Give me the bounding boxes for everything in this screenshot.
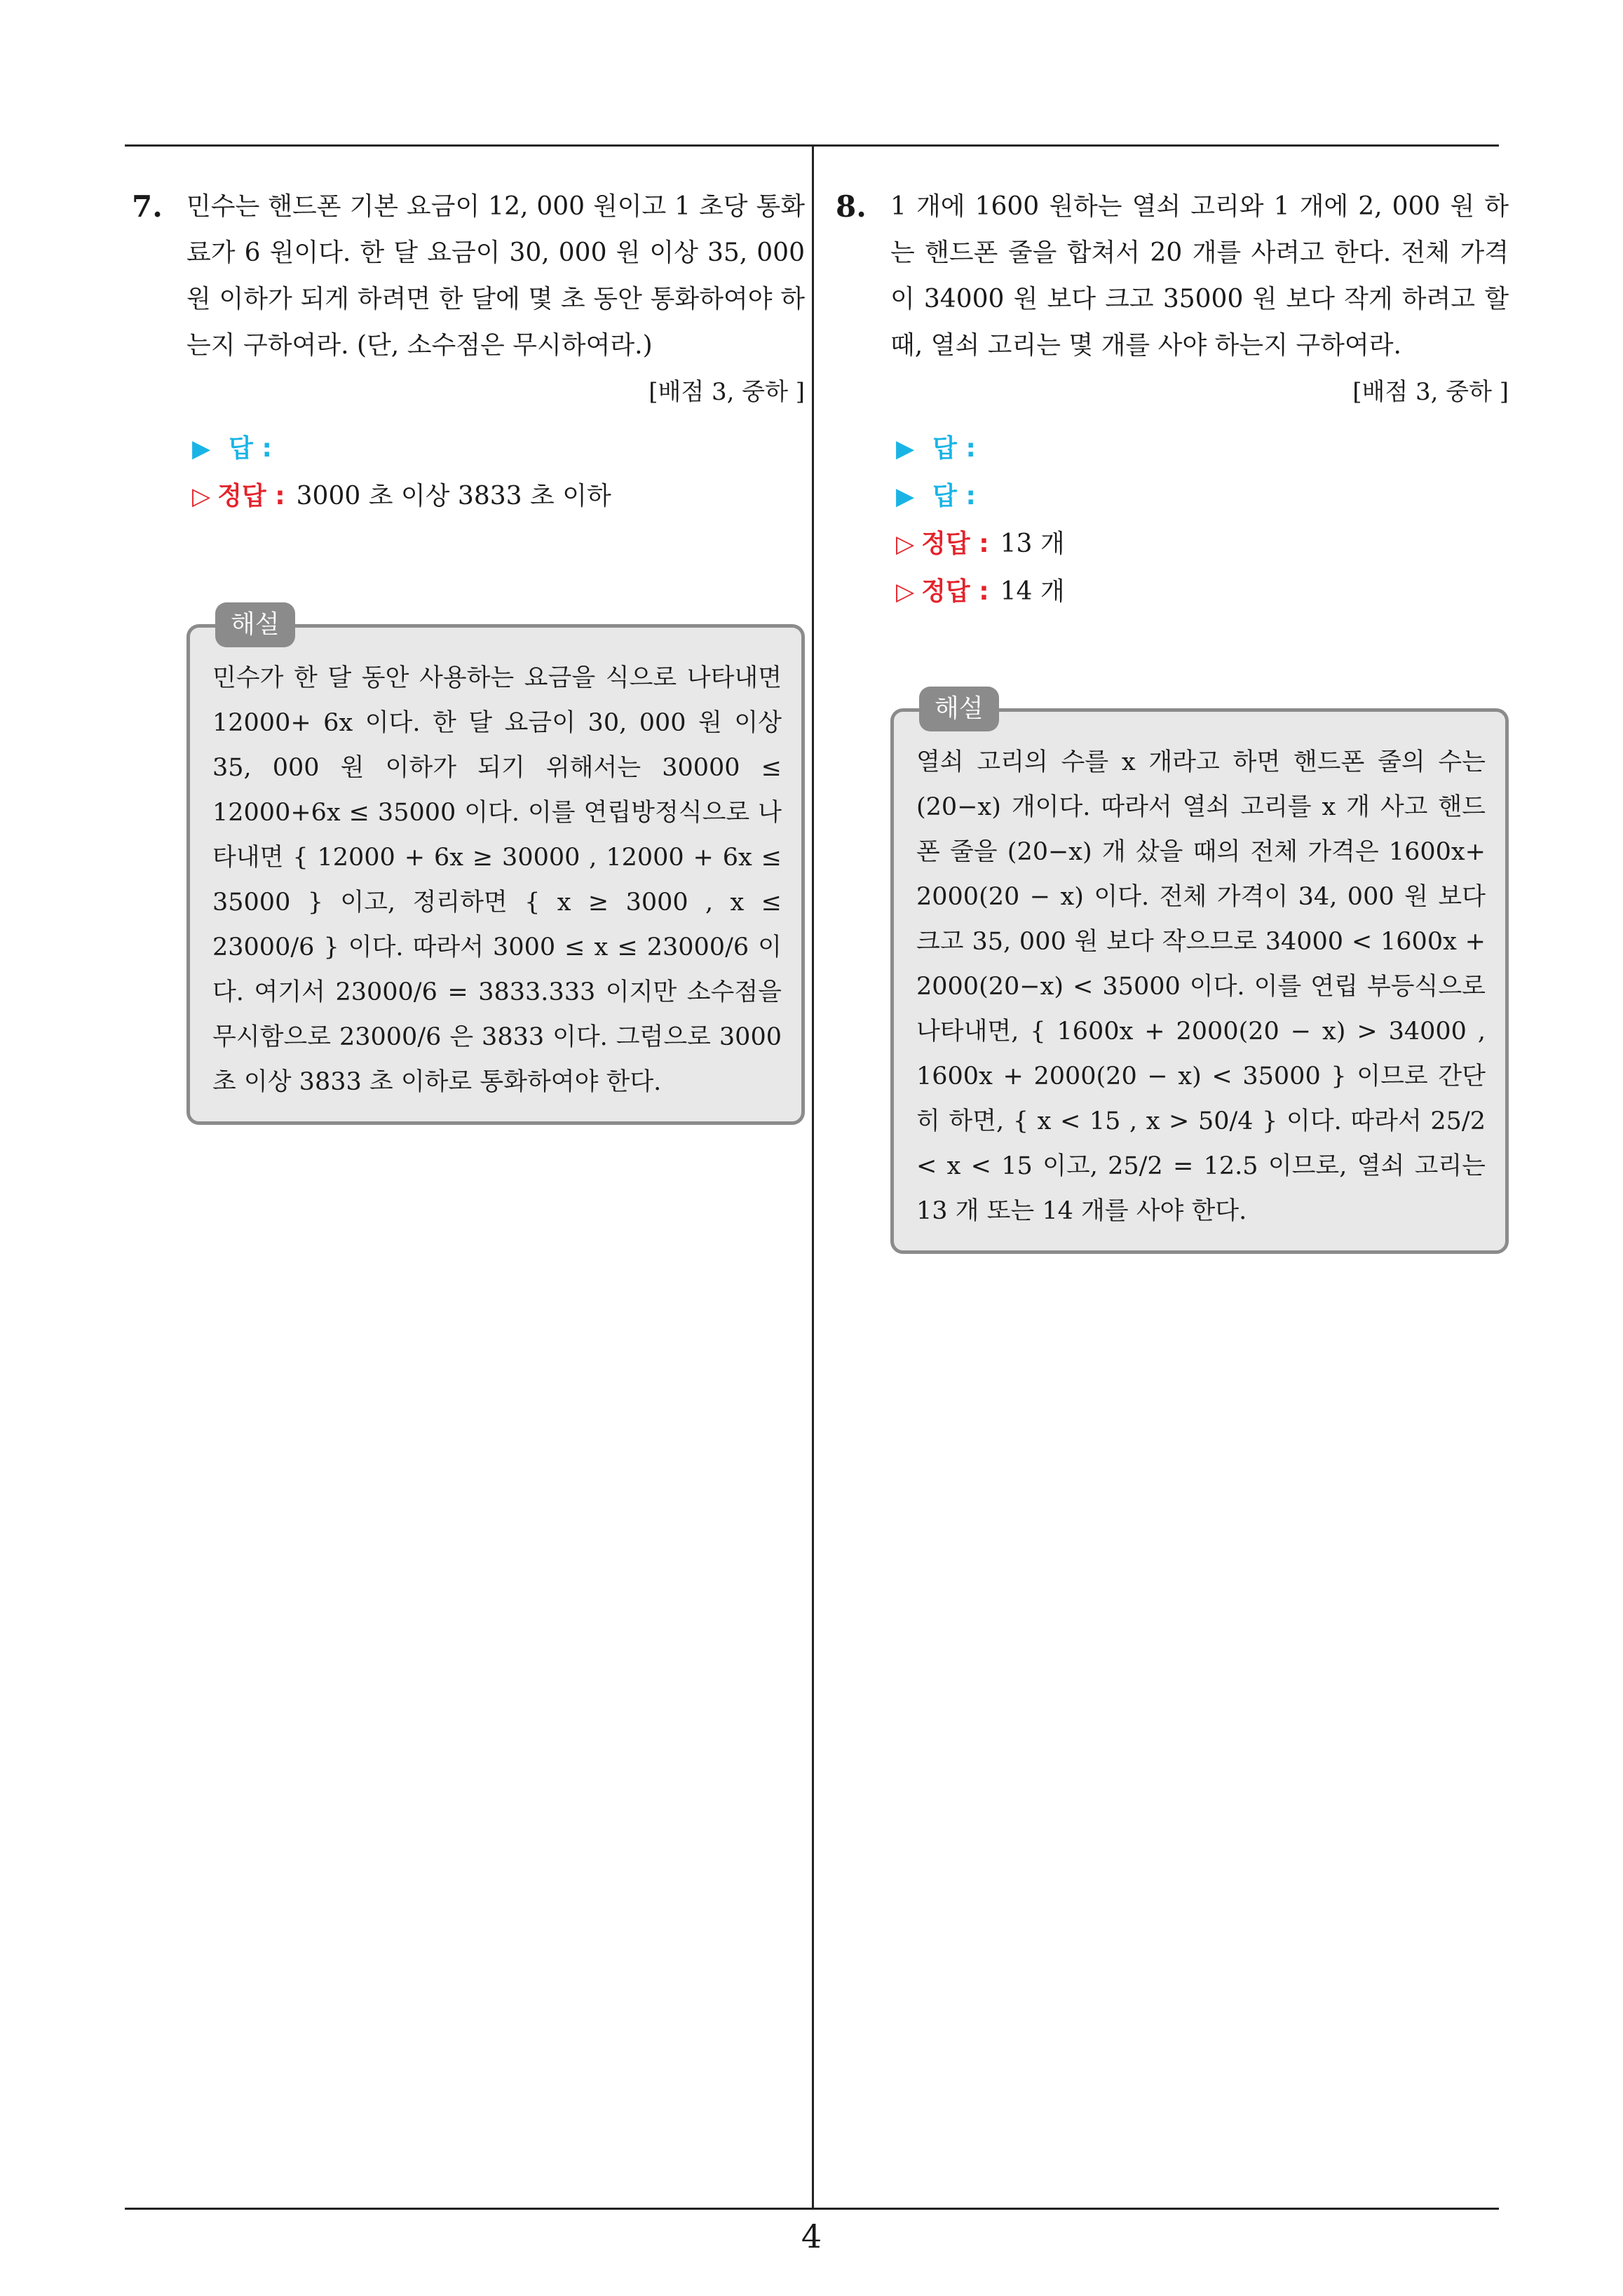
answer-row — [896, 425, 1509, 473]
correct-answer-row — [192, 473, 805, 520]
explanation-text: 민수가 한 달 동안 사용하는 요금을 식으로 나타내면 12000+ 6x 이다. 한 달 요금이 30, 000 원 이상 35, 000 원 이하가 되기 위해서는 30000 ≤ 12000+6x ≤ 35000 이다. 이를 연립방정식으로 나타내면 { 12000 + 6x ≥ 30000 , 12000 + 6x ≤ 35000 } 이고, 정리하면 { x ≥ 3000 , x ≤ 23000/6 } 이다. 따라서 3000 ≤ x ≤ 23000/6 이다. 여기서 23000/6 = 3833.333 이지만 소수점을 무시함으로 23000/6 은 3833 이다. 그럼으로 3000 초 이상 3833 초 이하로 통화하여야 한다. — [212, 664, 782, 1096]
problem-8 — [836, 184, 1509, 415]
problem-number: 7. — [132, 189, 163, 224]
answer-label: 답 : — [932, 482, 976, 511]
correct-answer-row — [896, 520, 1509, 568]
answer-block — [192, 425, 805, 520]
problem-meta: [배점 3, 중하 ] — [1352, 378, 1509, 406]
correct-answer-value: 3000 초 이상 3833 초 이하 — [296, 482, 611, 511]
open-triangle-icon: ▷ — [192, 482, 211, 511]
answer-row — [192, 425, 805, 473]
correct-answer-row — [896, 568, 1509, 616]
problem-7 — [132, 184, 805, 415]
open-triangle-icon: ▷ — [896, 578, 915, 606]
correct-answer-label: 정답 : — [921, 577, 989, 606]
answer-label: 답 : — [932, 434, 976, 463]
problem-number: 8. — [836, 189, 867, 224]
correct-answer-value: 13 개 — [1000, 529, 1065, 558]
correct-answer-value: 14 개 — [1000, 577, 1065, 606]
filled-triangle-icon: ▶ — [192, 435, 211, 463]
problem-meta: [배점 3, 중하 ] — [648, 378, 805, 406]
problem-text: 민수는 핸드폰 기본 요금이 12, 000 원이고 1 초당 통화료가 6 원이다. 한 달 요금이 30, 000 원 이상 35, 000 원 이하가 되게 하려면 한 달에 몇 초 동안 통화하여야 하는지 구하여라. (단, 소수점은 무시하여라.) — [186, 192, 805, 360]
filled-triangle-icon: ▶ — [896, 435, 915, 463]
explanation-text: 열쇠 고리의 수를 x 개라고 하면 핸드폰 줄의 수는 (20−x) 개이다. 따라서 열쇠 고리를 x 개 사고 핸드폰 줄을 (20−x) 개 샀을 때의 전체 가격은 1600x+ 2000(20 − x) 이다. 전체 가격이 34, 000 원 보다 크고 35, 000 원 보다 작으므로 34000 < 1600x + 2000(20−x) < 35000 이다. 이를 연립 부등식으로 나타내면, { 1600x + 2000(20 − x) > 34000 , 1600x + 2000(20 − x) < 35000 } 이므로 간단히 하면, { x < 15 , x > 50/4 } 이다. 따라서 25/2 < x < 15 이고, 25/2 = 12.5 이므로, 열쇠 고리는 13 개 또는 14 개를 사야 한다. — [916, 748, 1486, 1225]
explanation-tag: 해설 — [919, 687, 999, 731]
filled-triangle-icon: ▶ — [896, 482, 915, 511]
explanation-box — [890, 694, 1509, 1254]
problem-8-column — [836, 184, 1509, 1254]
explanation-tag: 해설 — [215, 602, 295, 647]
answer-row — [896, 473, 1509, 520]
answer-block — [896, 425, 1509, 616]
correct-answer-label: 정답 : — [217, 482, 285, 511]
page-number: 4 — [801, 2217, 822, 2255]
problem-text: 1 개에 1600 원하는 열쇠 고리와 1 개에 2, 000 원 하는 핸드폰 줄을 합쳐서 20 개를 사려고 한다. 전체 가격이 34000 원 보다 크고 35000 원 보다 작게 하려고 할 때, 열쇠 고리는 몇 개를 사야 하는지 구하여라. — [890, 192, 1509, 360]
correct-answer-label: 정답 : — [921, 529, 989, 558]
column-divider — [812, 144, 814, 2210]
explanation-box — [186, 610, 805, 1125]
open-triangle-icon: ▷ — [896, 530, 915, 558]
bottom-rule — [125, 2208, 1499, 2210]
answer-label: 답 : — [229, 434, 272, 463]
problem-7-column — [132, 184, 805, 1125]
